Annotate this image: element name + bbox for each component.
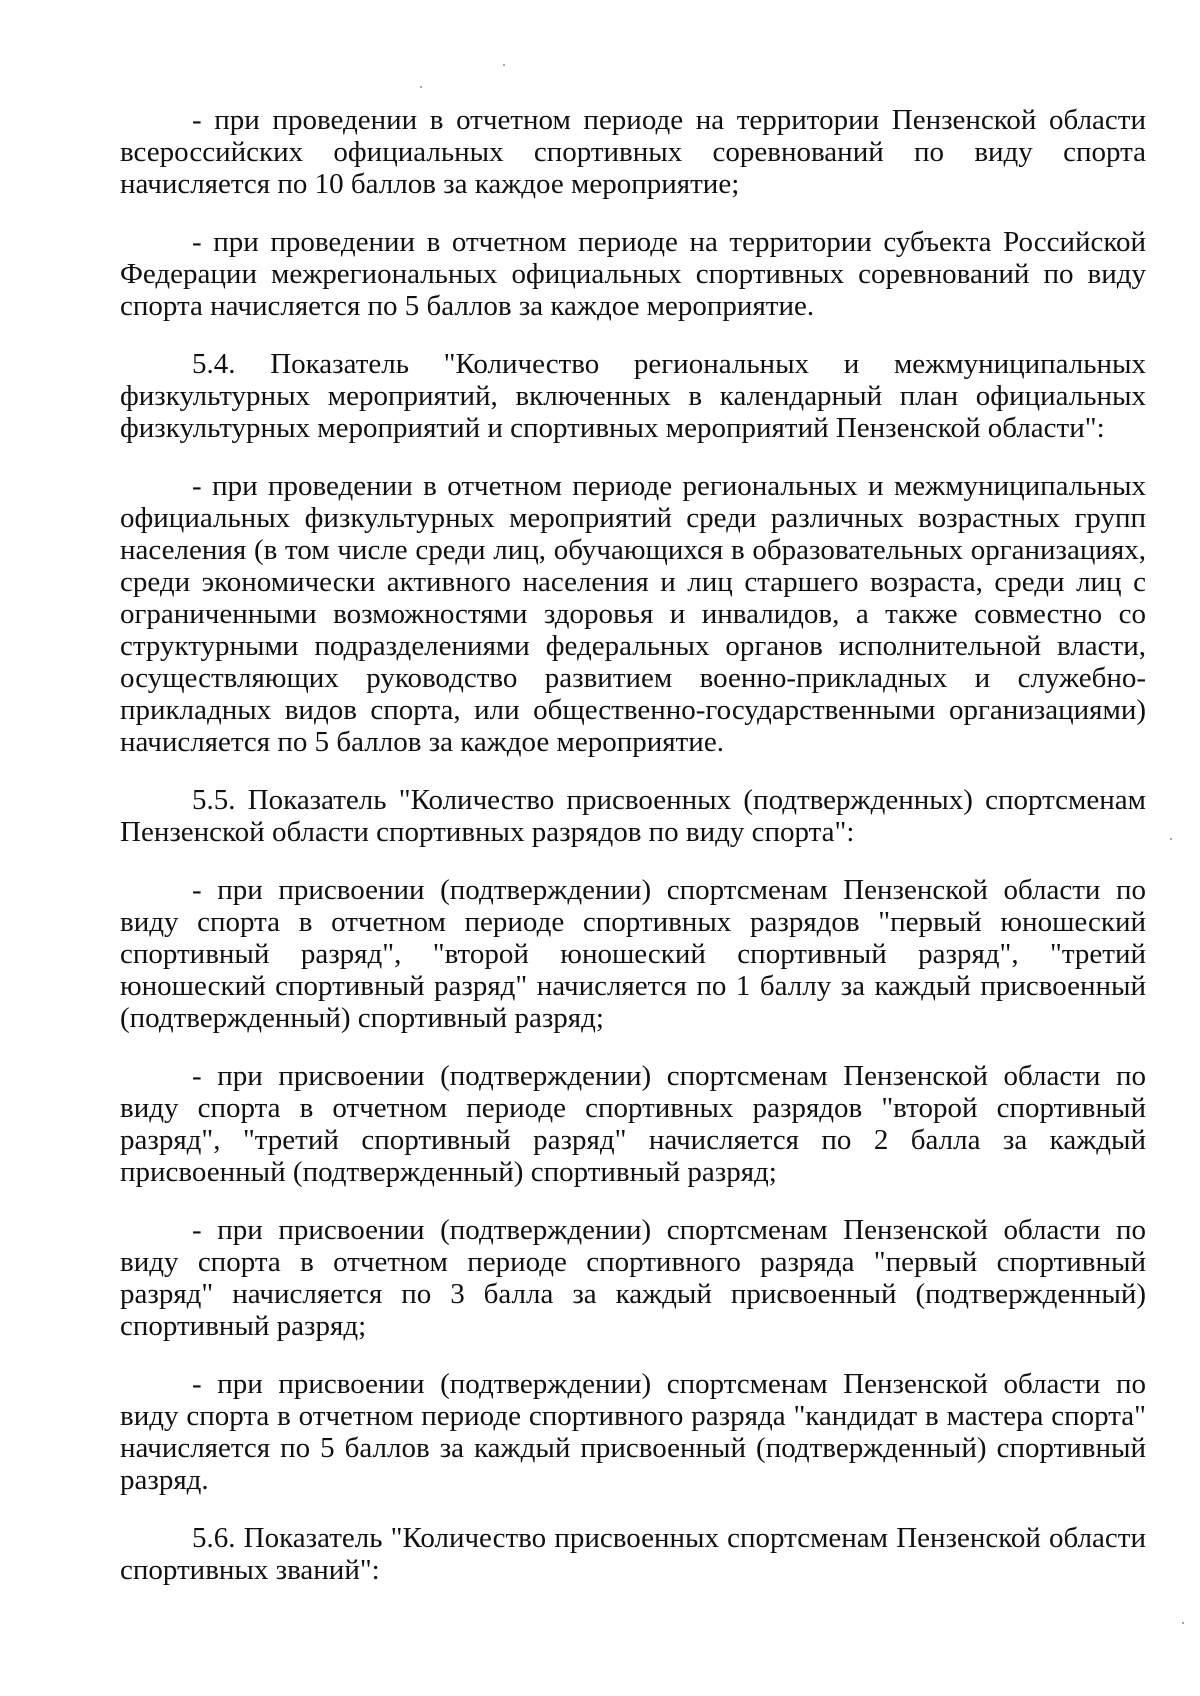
scan-speck xyxy=(1182,1622,1184,1624)
paragraph-youth-ranks: - при присвоении (подтверждении) спортсменам Пензенской области по виду спорта в отчетном периоде спортивных разрядов "первый юношеский спортивный разряд", "второй юношеский спортивный разряд", "третий юношеский спортивный разряд" начисляется по 1 баллу за каждый присвоенный (подтвержденный) спортивный разряд; xyxy=(120,874,1146,1034)
scan-speck xyxy=(1170,838,1172,840)
paragraph-candidate-master: - при присвоении (подтверждении) спортсменам Пензенской области по виду спорта в отчетном периоде спортивного разряда "кандидат в мастера спорта" начисляется по 5 баллов за каждый присвоенный (подтвержденный) спортивный разряд. xyxy=(120,1368,1146,1496)
paragraph-first-rank: - при присвоении (подтверждении) спортсменам Пензенской области по виду спорта в отчетном периоде спортивного разряда "первый спортивный разряд" начисляется по 3 балла за каждый присвоенный (подтвержденный) спортивный разряд; xyxy=(120,1214,1146,1342)
paragraph-regional-events: - при проведении в отчетном периоде региональных и межмуниципальных официальных физкультурных мероприятий среди различных возрастных групп населения (в том числе среди лиц, обучающихся в образовательных организациях, среди экономически активного населения и лиц старшего возраста, среди лиц с ограниченными возможностями здоровья и инвалидов, а также совместно со структурными подразделениями федеральных органов исполнительной власти, осуществляющих руководство развитием военно-прикладных и служебно-прикладных видов спорта, или общественно-государственными организациями) начисляется по 5 баллов за каждое мероприятие. xyxy=(120,470,1146,758)
paragraph-second-third-ranks: - при присвоении (подтверждении) спортсменам Пензенской области по виду спорта в отчетном периоде спортивных разрядов "второй спортивный разряд", "третий спортивный разряд" начисляется по 2 балла за каждый присвоенный (подтвержденный) спортивный разряд; xyxy=(120,1060,1146,1188)
paragraph-all-russian-competitions: - при проведении в отчетном периоде на территории Пензенской области всероссийских официальных спортивных соревнований по виду спорта начисляется по 10 баллов за каждое мероприятие; xyxy=(120,104,1146,200)
paragraph-indicator-5-4: 5.4. Показатель "Количество региональных и межмуниципальных физкультурных мероприятий, включенных в календарный план официальных физкультурных мероприятий и спортивных мероприятий Пензенской области": xyxy=(120,348,1146,444)
scan-speck xyxy=(503,64,505,66)
document-body xyxy=(120,104,1146,1612)
scan-speck xyxy=(420,86,422,88)
paragraph-interregional-competitions: - при проведении в отчетном периоде на территории субъекта Российской Федерации межрегиональных официальных спортивных соревнований по виду спорта начисляется по 5 баллов за каждое мероприятие. xyxy=(120,226,1146,322)
paragraph-indicator-5-6: 5.6. Показатель "Количество присвоенных спортсменам Пензенской области спортивных званий": xyxy=(120,1522,1146,1586)
paragraph-indicator-5-5: 5.5. Показатель "Количество присвоенных (подтвержденных) спортсменам Пензенской области спортивных разрядов по виду спорта": xyxy=(120,784,1146,848)
